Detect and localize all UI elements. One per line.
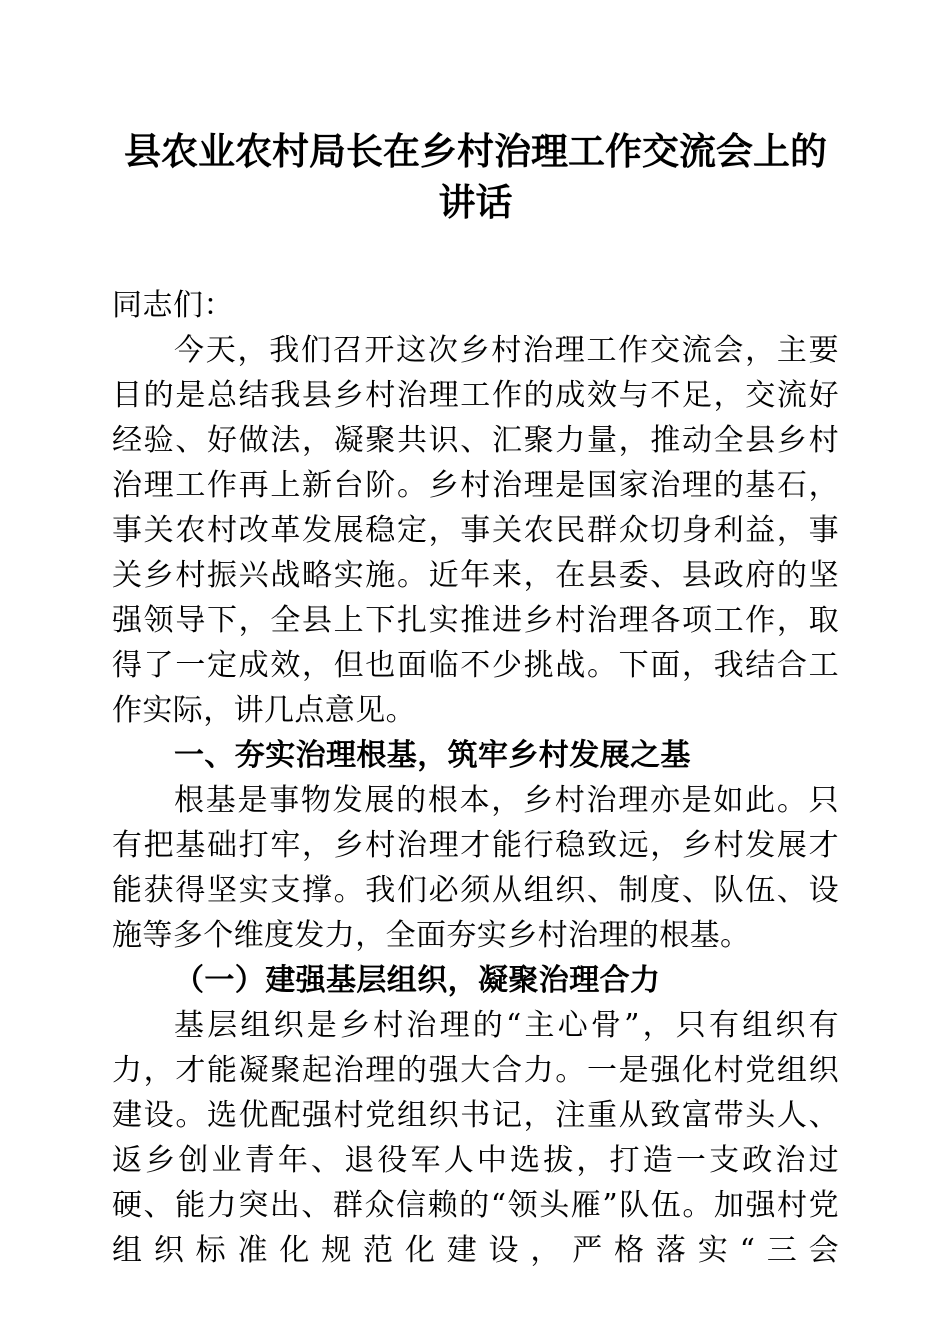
document-content (112, 0, 839, 1273)
paragraph-intro: 今天，我们召开这次乡村治理工作交流会，主要目的是总结我县乡村治理工作的成效与不足，交流好经验、好做法，凝聚共识、汇聚力量，推动全县乡村治理工作再上新台阶。乡村治理是国家治理的基石，事关农村改革发展稳定，事关农民群众切身利益，事关乡村振兴战略实施。近年来，在县委、县政府的坚强领导下，全县上下扎实推进乡村治理各项工作，取得了一定成效，但也面临不少挑战。下面，我结合工作实际，讲几点意见。 (112, 333, 839, 728)
paragraph-foundation: 根基是事物发展的根本，乡村治理亦是如此。只有把基础打牢，乡村治理才能行稳致远，乡村发展才能获得坚实支撑。我们必须从组织、制度、队伍、设施等多个维度发力，全面夯实乡村治理的根基。 (112, 783, 839, 953)
page-title: 县农业农村局长在乡村治理工作交流会上的讲话 (124, 129, 827, 224)
paragraph-grassroots-org: 基层组织是乡村治理的“主心骨”，只有组织有力，才能凝聚起治理的强大合力。一是强化村党组织建设。选优配强村党组织书记，注重从致富带头人、返乡创业青年、退役军人中选拔，打造一支政治过硬、能力突出、群众信赖的“领头雁”队伍。加强村党组织标准化规范化建设，严格落实“三会 (112, 1008, 839, 1268)
section-heading-1: 一、夯实治理根基，筑牢乡村发展之基 (174, 738, 691, 773)
salutation: 同志们： (112, 288, 234, 323)
subsection-heading-1-1: （一）建强基层组织，凝聚治理合力 (174, 963, 661, 998)
